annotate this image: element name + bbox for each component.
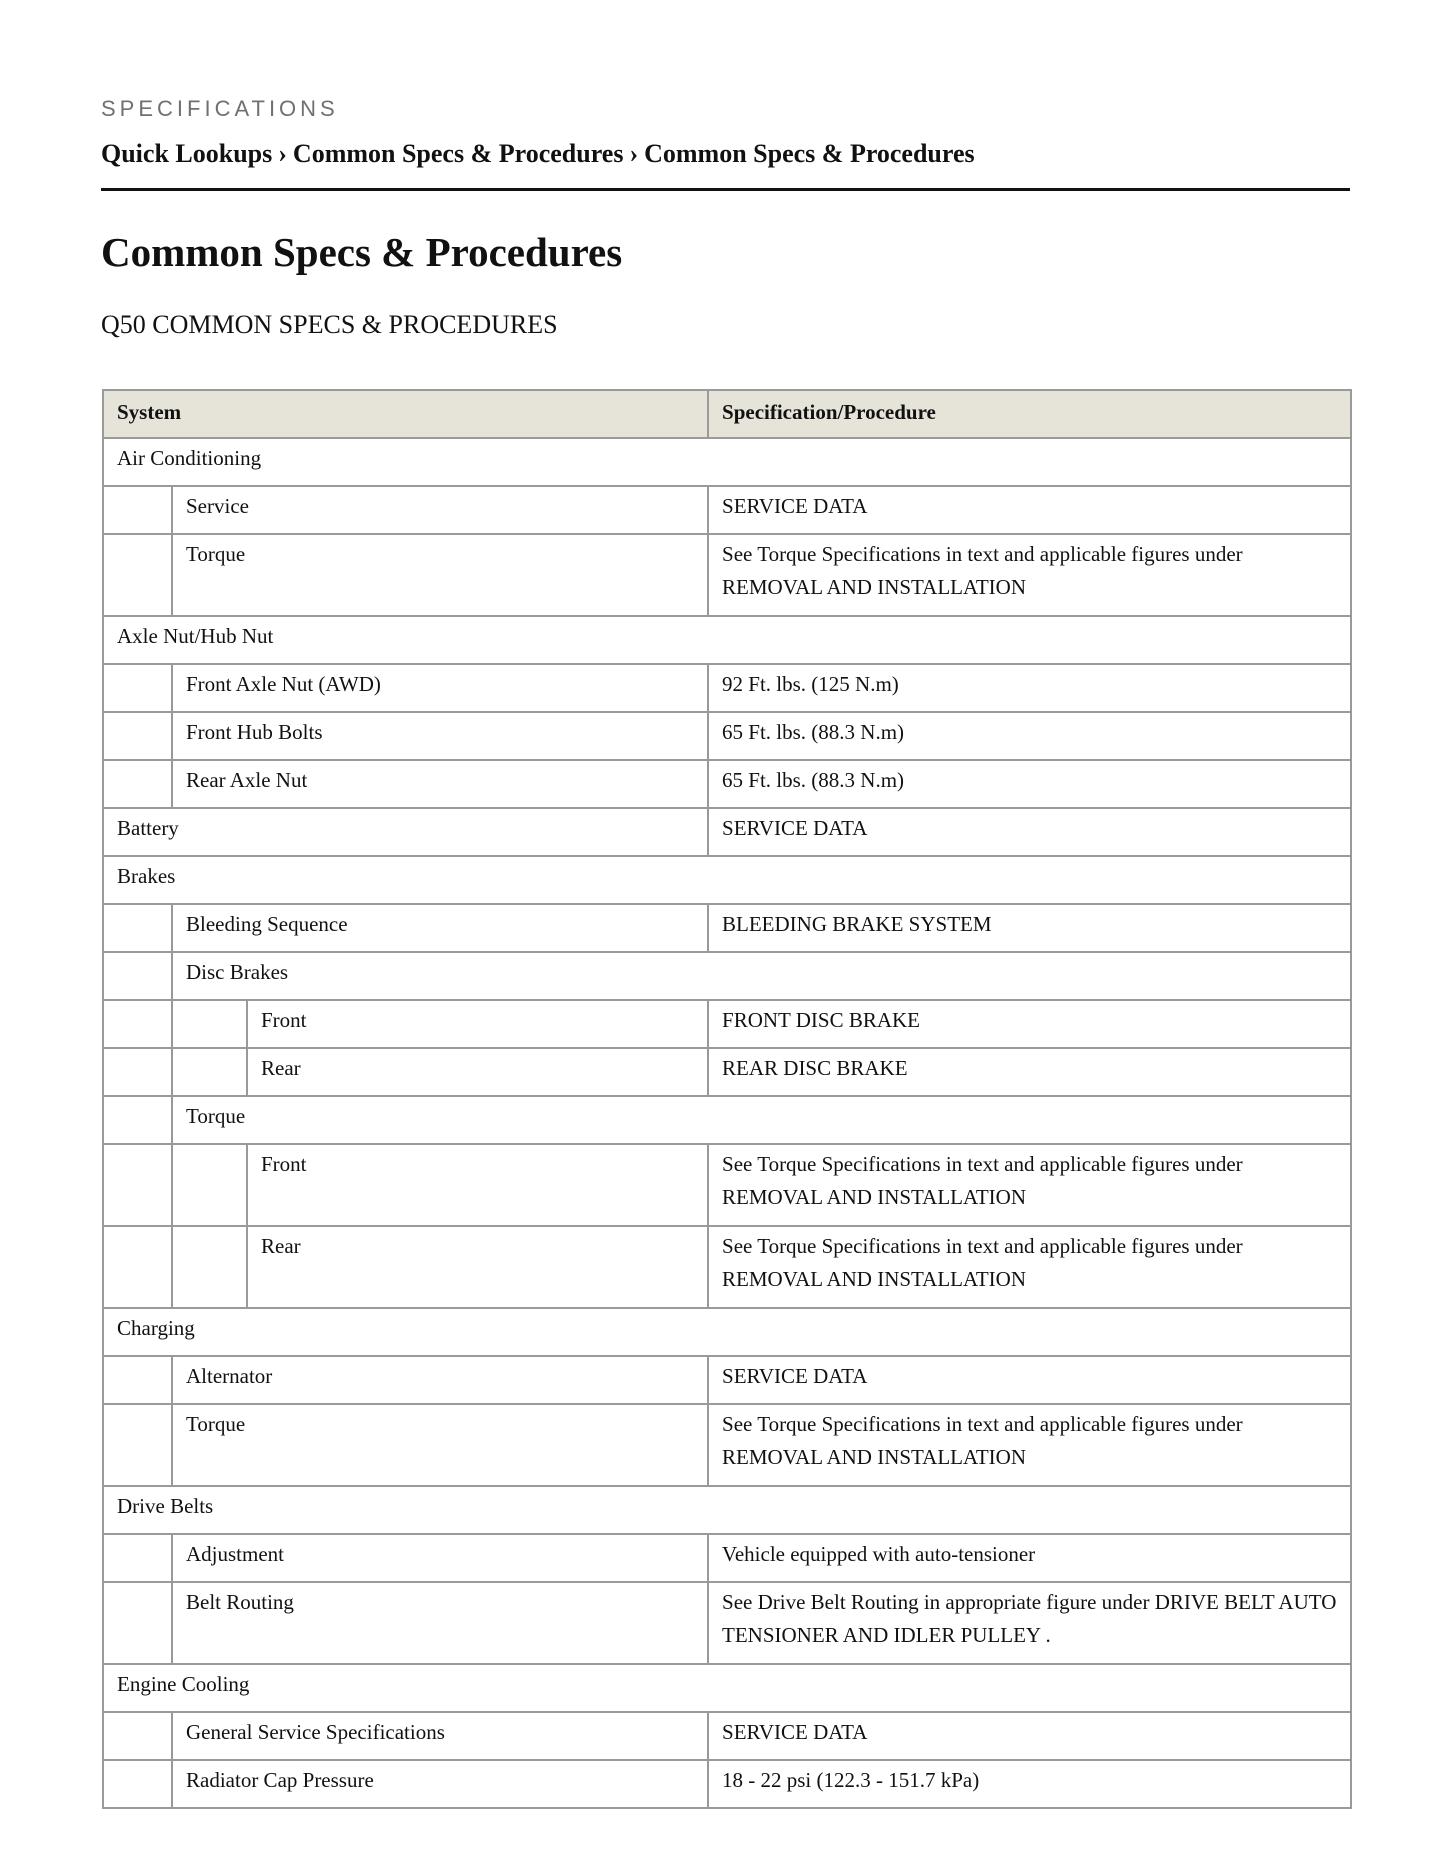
table-row — [103, 1144, 1351, 1226]
indent-cell — [103, 1582, 172, 1664]
system-cell: Belt Routing — [172, 1582, 708, 1664]
breadcrumb-item-quick-lookups[interactable]: Quick Lookups — [101, 139, 273, 168]
system-cell: Torque — [172, 534, 708, 616]
system-cell: Alternator — [172, 1356, 708, 1404]
breadcrumb-item-common-specs[interactable]: Common Specs & Procedures — [292, 139, 624, 168]
table-row — [103, 438, 1351, 486]
table-row — [103, 1096, 1351, 1144]
system-cell: Rear — [247, 1048, 708, 1096]
indent-cell — [172, 1144, 247, 1226]
header-divider — [101, 188, 1350, 191]
indent-cell — [172, 1226, 247, 1308]
table-row — [103, 486, 1351, 534]
system-cell: Radiator Cap Pressure — [172, 1760, 708, 1808]
table-row — [103, 664, 1351, 712]
table-header-row — [103, 390, 1351, 438]
system-cell: Service — [172, 486, 708, 534]
table-row — [103, 904, 1351, 952]
table-row — [103, 1308, 1351, 1356]
system-cell: Rear — [247, 1226, 708, 1308]
section-label: SPECIFICATIONS — [101, 96, 339, 121]
table-body — [103, 438, 1351, 1808]
specification-cell: See Drive Belt Routing in appropriate figure under DRIVE BELT AUTO TENSIONER AND IDLER PULLEY . — [708, 1582, 1351, 1664]
system-cell: Drive Belts — [103, 1486, 1351, 1534]
table-row — [103, 616, 1351, 664]
indent-cell — [103, 1096, 172, 1144]
specification-cell: 65 Ft. lbs. (88.3 N.m) — [708, 712, 1351, 760]
specification-cell: FRONT DISC BRAKE — [708, 1000, 1351, 1048]
indent-cell — [103, 712, 172, 760]
system-cell: Air Conditioning — [103, 438, 1351, 486]
system-cell: Front — [247, 1144, 708, 1226]
indent-cell — [103, 952, 172, 1000]
indent-cell — [103, 1712, 172, 1760]
indent-cell — [172, 1048, 247, 1096]
indent-cell — [103, 1534, 172, 1582]
indent-cell — [103, 486, 172, 534]
system-cell: Disc Brakes — [172, 952, 1351, 1000]
specification-cell: 92 Ft. lbs. (125 N.m) — [708, 664, 1351, 712]
table-row — [103, 856, 1351, 904]
system-cell: Torque — [172, 1096, 1351, 1144]
column-header-system: System — [103, 390, 708, 438]
table-row — [103, 1760, 1351, 1808]
specification-cell: See Torque Specifications in text and applicable figures under REMOVAL AND INSTALLATION — [708, 534, 1351, 616]
system-cell: General Service Specifications — [172, 1712, 708, 1760]
specs-table — [102, 389, 1352, 1809]
specification-cell: See Torque Specifications in text and applicable figures under REMOVAL AND INSTALLATION — [708, 1404, 1351, 1486]
specification-cell: SERVICE DATA — [708, 1712, 1351, 1760]
indent-cell — [103, 664, 172, 712]
specification-cell: See Torque Specifications in text and applicable figures under REMOVAL AND INSTALLATION — [708, 1226, 1351, 1308]
column-header-specification: Specification/Procedure — [708, 390, 1351, 438]
specification-cell: See Torque Specifications in text and applicable figures under REMOVAL AND INSTALLATION — [708, 1144, 1351, 1226]
specification-cell: Vehicle equipped with auto-tensioner — [708, 1534, 1351, 1582]
breadcrumb — [101, 138, 975, 170]
breadcrumb-item-current: Common Specs & Procedures — [644, 139, 975, 168]
table-row — [103, 534, 1351, 616]
page-title: Common Specs & Procedures — [101, 229, 623, 275]
table-row — [103, 808, 1351, 856]
table-row — [103, 712, 1351, 760]
indent-cell — [103, 1356, 172, 1404]
specification-cell: REAR DISC BRAKE — [708, 1048, 1351, 1096]
table-row — [103, 1712, 1351, 1760]
system-cell: Front Hub Bolts — [172, 712, 708, 760]
document-subtitle: Q50 COMMON SPECS & PROCEDURES — [101, 310, 558, 339]
indent-cell — [103, 904, 172, 952]
table-row — [103, 1404, 1351, 1486]
specification-cell: SERVICE DATA — [708, 808, 1351, 856]
indent-cell — [103, 760, 172, 808]
table-row — [103, 1582, 1351, 1664]
specification-cell: 65 Ft. lbs. (88.3 N.m) — [708, 760, 1351, 808]
system-cell: Front Axle Nut (AWD) — [172, 664, 708, 712]
indent-cell — [103, 1404, 172, 1486]
breadcrumb-separator: › — [278, 139, 287, 168]
indent-cell — [103, 1760, 172, 1808]
system-cell: Torque — [172, 1404, 708, 1486]
system-cell: Engine Cooling — [103, 1664, 1351, 1712]
system-cell: Battery — [103, 808, 708, 856]
system-cell: Rear Axle Nut — [172, 760, 708, 808]
breadcrumb-separator: › — [629, 139, 639, 168]
system-cell: Brakes — [103, 856, 1351, 904]
indent-cell — [103, 534, 172, 616]
specification-cell: BLEEDING BRAKE SYSTEM — [708, 904, 1351, 952]
system-cell: Charging — [103, 1308, 1351, 1356]
indent-cell — [103, 1000, 172, 1048]
indent-cell — [103, 1144, 172, 1226]
indent-cell — [172, 1000, 247, 1048]
table-row — [103, 952, 1351, 1000]
table-row — [103, 1226, 1351, 1308]
table-row — [103, 1534, 1351, 1582]
indent-cell — [103, 1226, 172, 1308]
system-cell: Front — [247, 1000, 708, 1048]
specification-cell: 18 - 22 psi (122.3 - 151.7 kPa) — [708, 1760, 1351, 1808]
table-row — [103, 1048, 1351, 1096]
table-row — [103, 760, 1351, 808]
table-row — [103, 1664, 1351, 1712]
specification-cell: SERVICE DATA — [708, 486, 1351, 534]
system-cell: Axle Nut/Hub Nut — [103, 616, 1351, 664]
system-cell: Adjustment — [172, 1534, 708, 1582]
table-row — [103, 1486, 1351, 1534]
system-cell: Bleeding Sequence — [172, 904, 708, 952]
table-row — [103, 1000, 1351, 1048]
indent-cell — [103, 1048, 172, 1096]
table-row — [103, 1356, 1351, 1404]
specification-cell: SERVICE DATA — [708, 1356, 1351, 1404]
